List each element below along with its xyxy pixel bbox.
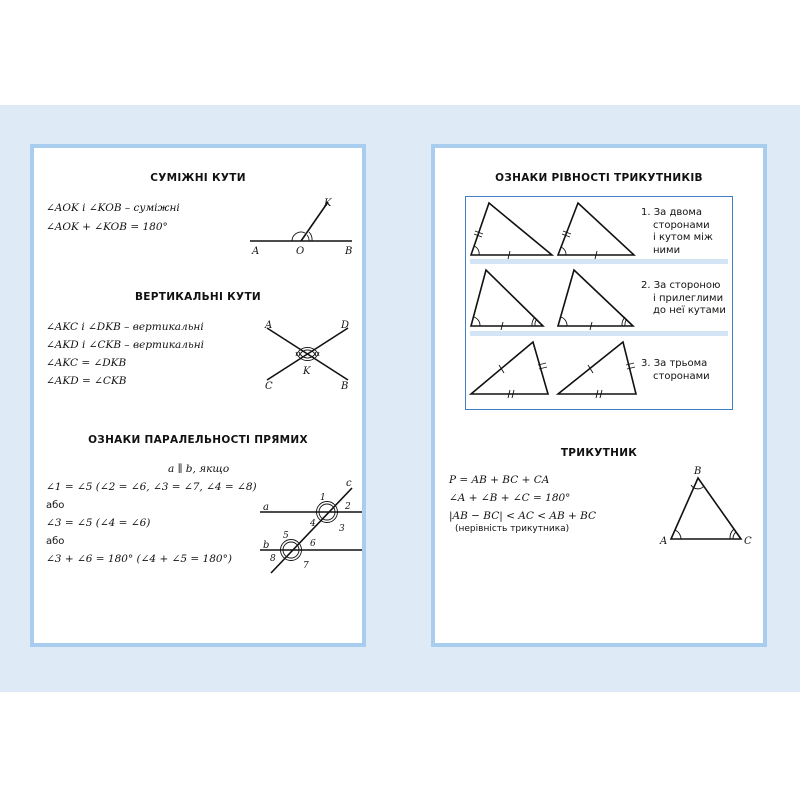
criterion-1-line: ними (653, 244, 681, 256)
criterion-2-line: до неї кутами (653, 305, 726, 316)
criterion-2-line: і прилеглими (653, 292, 724, 304)
triangle-title: ТРИКУТНИК (560, 447, 638, 459)
parallel-title: ОЗНАКИ ПАРАЛЕЛЬНОСТІ ПРЯМИХ (88, 434, 308, 446)
adjacent-line-1: ∠AOK і ∠KOB – суміжні (46, 202, 180, 214)
label-A: A (265, 320, 273, 331)
angle-3: 3 (339, 524, 345, 534)
vertical-line-3: ∠AKC = ∠DKB (46, 357, 127, 369)
parallel-condition-text: a ∥ b, якщо (168, 463, 230, 475)
triangle-angle-sum: ∠A + ∠B + ∠C = 180° (449, 492, 571, 504)
parallel-cond-1: ∠1 = ∠5 (∠2 = ∠6, ∠3 = ∠7, ∠4 = ∠8) (46, 481, 257, 493)
label-D: D (341, 320, 350, 331)
right-card (431, 144, 767, 647)
adjacent-angles-title: СУМІЖНІ КУТИ (150, 172, 246, 184)
label-b: b (263, 540, 270, 551)
angle-7: 7 (303, 561, 309, 571)
vertical-line-1: ∠AKC і ∠DKB – вертикальні (46, 321, 204, 333)
parallel-cond-3: ∠3 + ∠6 = 180° (∠4 + ∠5 = 180°) (46, 553, 232, 565)
label-B: B (345, 246, 353, 257)
label-c: c (346, 478, 352, 489)
label-K: K (324, 198, 332, 209)
parallel-or-1: або (46, 500, 65, 511)
angle-5: 5 (283, 531, 289, 541)
vertical-angles-title: ВЕРТИКАЛЬНІ КУТИ (134, 291, 262, 303)
criterion-1-line: сторонами (653, 219, 710, 231)
equality-title: ОЗНАКИ РІВНОСТІ ТРИКУТНИКІВ (495, 172, 703, 184)
label-O: O (296, 246, 305, 257)
triangle-diagram (435, 148, 771, 568)
triangle-inequality-note: (нерівність трикутника) (455, 524, 570, 534)
parallel-lines-diagram (34, 148, 370, 608)
criterion-3-line: сторонами (653, 370, 710, 382)
parallel-cond-2: ∠3 = ∠5 (∠4 = ∠6) (46, 517, 151, 529)
triangle-perimeter: P = AB + BC + CA (449, 474, 550, 486)
vertical-line-4: ∠AKD = ∠CKB (46, 375, 127, 387)
label-C: C (265, 381, 273, 392)
angle-2: 2 (345, 502, 351, 512)
criterion-1-line: 1. За двома (641, 207, 703, 218)
parallel-or-2: або (46, 536, 65, 547)
criterion-1-line: і кутом між (653, 232, 713, 243)
left-card (30, 144, 366, 647)
triangle-inequality: |AB − BC| < AC < AB + BC (449, 510, 597, 522)
adjacent-line-2: ∠AOK + ∠KOB = 180° (46, 221, 168, 233)
label-B: B (341, 381, 349, 392)
label-A: A (252, 246, 260, 257)
angle-4: 4 (310, 519, 316, 529)
label-B: B (694, 466, 702, 477)
angle-8: 8 (270, 554, 276, 564)
vertical-line-2: ∠AKD і ∠CKB – вертикальні (46, 339, 204, 351)
criterion-2-line: 2. За стороною (641, 280, 721, 291)
label-K: K (303, 366, 311, 377)
criterion-3-line: 3. За трьома (641, 358, 708, 369)
angle-1: 1 (320, 493, 326, 503)
label-A: A (660, 536, 668, 547)
label-a: a (263, 502, 269, 513)
angle-6: 6 (310, 539, 316, 549)
label-C: C (744, 536, 752, 547)
